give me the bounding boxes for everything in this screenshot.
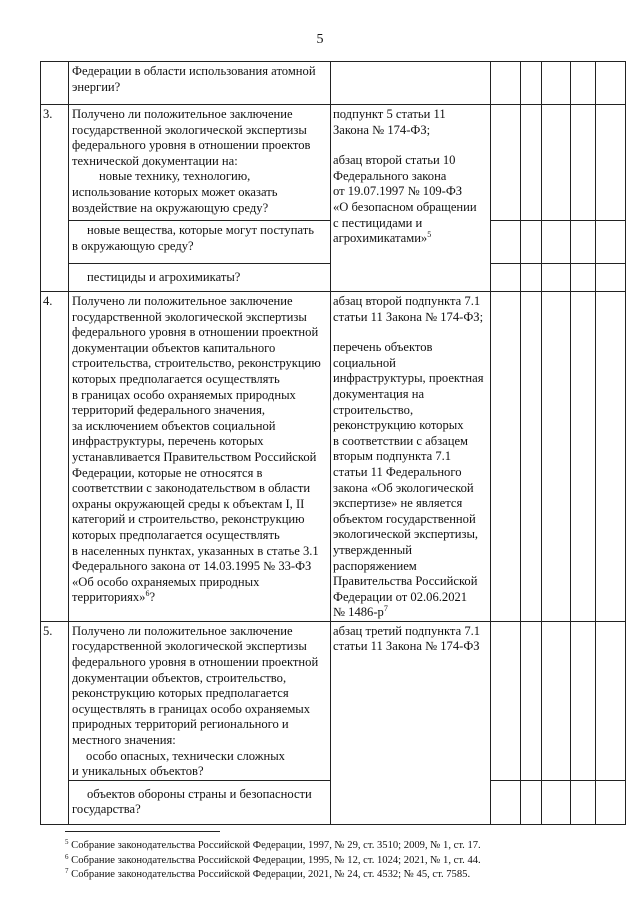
number-cell — [41, 62, 69, 105]
subquestion-line: новые технику, технологию, — [99, 169, 251, 184]
question-line: документации объектов капитального — [72, 340, 276, 355]
answer-cell — [542, 264, 571, 292]
reference-line: от 19.07.1997 № 109-ФЗ — [333, 184, 463, 199]
answer-cell — [491, 621, 521, 780]
reference-line: социальной — [333, 355, 396, 370]
reference-line: статьи 11 Федерального — [333, 464, 462, 479]
question-line: местного значения: — [72, 733, 176, 748]
question-line: государственной экологической экспертизы — [72, 639, 307, 654]
reference-line: статьи 11 Закона № 174-ФЗ; — [333, 309, 484, 324]
question-text: Федерации в области использования атомной энергии? — [72, 64, 316, 94]
answer-cell — [596, 780, 626, 824]
footnotes — [65, 839, 481, 883]
answer-cell — [521, 105, 542, 221]
question-cell — [69, 62, 331, 105]
answer-cell — [542, 62, 571, 105]
answer-cell — [571, 221, 596, 264]
reference-cell — [331, 292, 491, 622]
footnote-separator — [65, 831, 220, 832]
question-line: технической документации на: — [72, 153, 238, 168]
answer-cell — [491, 292, 521, 622]
footnote — [65, 839, 481, 854]
number-cell: 4. — [41, 292, 69, 622]
subquestion-line: объектов обороны страны и безопасности — [87, 786, 312, 801]
reference-line: перечень объектов — [333, 340, 433, 355]
question-line: Федерального закона от 14.03.1995 № 33-ФЗ — [72, 559, 312, 574]
question-line: документации объектов, строительство, — [72, 670, 287, 685]
question-cell — [69, 221, 331, 264]
answer-cell — [596, 62, 626, 105]
answer-cell — [596, 264, 626, 292]
question-line: федерального уровня в отношении проектов — [72, 138, 311, 153]
question-line: в границах особо охраняемых природных — [72, 387, 296, 402]
reference-line: объектом государственной — [333, 511, 476, 526]
reference-line: абзац второй статьи 10 — [333, 153, 456, 168]
footnote — [65, 854, 481, 869]
question-line: соответствии с законодательством в области — [72, 481, 311, 496]
footnote-text: Собрание законодательства Российской Федерации, 2021, № 24, ст. 4532; № 45, ст. 7585. — [68, 869, 471, 880]
question-end: ? — [149, 590, 156, 605]
footnote — [65, 868, 481, 883]
answer-cell — [571, 780, 596, 824]
question-line: федерального уровня в отношении проектной — [72, 655, 319, 670]
question-line: территориях» — [72, 590, 146, 605]
subquestion-line: особо опасных, технически сложных — [86, 748, 285, 763]
answer-cell — [521, 62, 542, 105]
question-line: инфраструктуры, перечень которых — [72, 434, 264, 449]
reference-line: закона «Об экологической — [333, 480, 474, 495]
reference-line: Правительства Российской — [333, 574, 478, 589]
question-line: Федерации, которые не относятся в — [72, 465, 263, 480]
reference-line: реконструкцию которых — [333, 418, 464, 433]
answer-cell — [542, 221, 571, 264]
reference-line: инфраструктуры, проектная — [333, 371, 484, 386]
question-line: реконструкцию которых предполагается — [72, 686, 289, 701]
question-line: в населенных пунктах, указанных в статье 3.1 — [72, 543, 319, 558]
reference-line: документация на — [333, 386, 425, 401]
footnote-text: Собрание законодательства Российской Федерации, 1997, № 29, ст. 3510; 2009, № 1, ст. 17. — [68, 840, 481, 851]
reference-cell — [331, 62, 491, 105]
subquestion-line: в окружающую среду? — [72, 238, 194, 253]
question-line: федерального уровня в отношении проектной — [72, 325, 319, 340]
footnote-mark: 5 — [65, 838, 69, 846]
question-line: осуществлять в границах особо охраняемых — [72, 701, 311, 716]
question-line: территорий федерального значения, — [72, 403, 266, 418]
subquestion-line: воздействие на окружающую среду? — [72, 200, 269, 215]
question-cell — [69, 780, 331, 824]
answer-cell — [491, 62, 521, 105]
table-row-4 — [41, 292, 626, 622]
question-line: Получено ли положительное заключение — [72, 294, 293, 308]
question-line: устанавливается Правительством Российской — [72, 449, 317, 464]
table-row-3 — [41, 105, 626, 221]
reference-line: подпункт 5 статьи 11 — [333, 107, 446, 121]
footnote-mark: 6 — [65, 852, 69, 861]
question-line: которых предполагается осуществлять — [72, 527, 280, 542]
subquestion-line: пестициды и агрохимикаты? — [87, 270, 241, 284]
answer-cell — [521, 264, 542, 292]
reference-line: «О безопасном обращении — [333, 199, 477, 214]
footnote-text: Собрание законодательства Российской Федерации, 1995, № 12, ст. 1024; 2021, № 1, ст. 44. — [68, 854, 481, 866]
answer-cell — [542, 105, 571, 221]
table-row-continuation — [41, 62, 626, 105]
footnote-ref: 6 — [145, 589, 150, 599]
reference-line: статьи 11 Закона № 174-ФЗ — [333, 639, 480, 654]
answer-cell — [571, 292, 596, 622]
reference-line: № 1486-р — [333, 605, 384, 620]
reference-line: Федерации от 02.06.2021 — [333, 589, 468, 604]
footnote-ref: 7 — [383, 604, 388, 614]
answer-cell — [596, 221, 626, 264]
answer-cell — [491, 221, 521, 264]
subquestion-line: государства? — [72, 802, 141, 817]
question-cell — [69, 292, 331, 622]
answer-cell — [491, 780, 521, 824]
question-line: которых предполагается осуществлять — [72, 371, 280, 386]
reference-line: абзац третий подпункта 7.1 — [333, 623, 481, 638]
question-line: охраны окружающей среды к объектам I, II — [72, 496, 305, 511]
footnote-ref: 5 — [427, 230, 432, 240]
reference-line: Закона № 174-ФЗ; — [333, 122, 431, 137]
number-cell: 5. — [41, 621, 69, 824]
question-line: «Об особо охраняемых природных — [72, 574, 260, 589]
number-cell: 3. — [41, 105, 69, 292]
answer-cell — [542, 621, 571, 780]
subquestion-line: новые вещества, которые могут поступать — [87, 223, 314, 237]
answer-cell — [521, 780, 542, 824]
answer-cell — [571, 62, 596, 105]
question-cell — [69, 621, 331, 780]
checklist-table — [40, 61, 626, 825]
question-cell — [69, 264, 331, 292]
question-line: Получено ли положительное заключение — [72, 107, 293, 121]
answer-cell — [596, 292, 626, 622]
answer-cell — [491, 105, 521, 221]
answer-cell — [521, 292, 542, 622]
question-line: строительства, строительство, реконструкцию — [72, 356, 321, 371]
table-row-5 — [41, 621, 626, 780]
reference-line: абзац второй подпункта 7.1 — [333, 294, 481, 308]
answer-cell — [542, 780, 571, 824]
answer-cell — [542, 292, 571, 622]
reference-cell — [331, 621, 491, 824]
subquestion-line: и уникальных объектов? — [72, 764, 204, 779]
reference-line: с пестицидами и — [333, 215, 423, 230]
reference-line: в соответствии с абзацем — [333, 433, 469, 448]
answer-cell — [571, 264, 596, 292]
answer-cell — [571, 105, 596, 221]
reference-line: распоряжением — [333, 558, 417, 573]
question-line: категорий и строительство, реконструкцию — [72, 512, 305, 527]
reference-cell — [331, 105, 491, 292]
answer-cell — [571, 621, 596, 780]
reference-line: утвержденный — [333, 542, 412, 557]
answer-cell — [596, 621, 626, 780]
question-line: Получено ли положительное заключение — [72, 623, 293, 638]
footnote-mark: 7 — [65, 867, 69, 875]
reference-line: Федерального закона — [333, 168, 447, 183]
question-line: природных территорий регионального и — [72, 717, 289, 732]
answer-cell — [491, 264, 521, 292]
answer-cell — [596, 105, 626, 221]
answer-cell — [521, 221, 542, 264]
reference-line: экспертизе» не является — [333, 496, 463, 511]
question-cell — [69, 105, 331, 221]
question-line: государственной экологической экспертизы — [72, 309, 307, 324]
question-line: за исключением объектов социальной — [72, 418, 276, 433]
reference-line: строительство, — [333, 402, 414, 417]
page-number: 5 — [316, 32, 324, 47]
reference-line: экологической экспертизы, — [333, 527, 479, 542]
subquestion-line: использование которых может оказать — [72, 184, 278, 199]
reference-line: агрохимикатами» — [333, 231, 428, 246]
reference-line: вторым подпункта 7.1 — [333, 449, 452, 464]
question-line: государственной экологической экспертизы — [72, 122, 307, 137]
answer-cell — [521, 621, 542, 780]
